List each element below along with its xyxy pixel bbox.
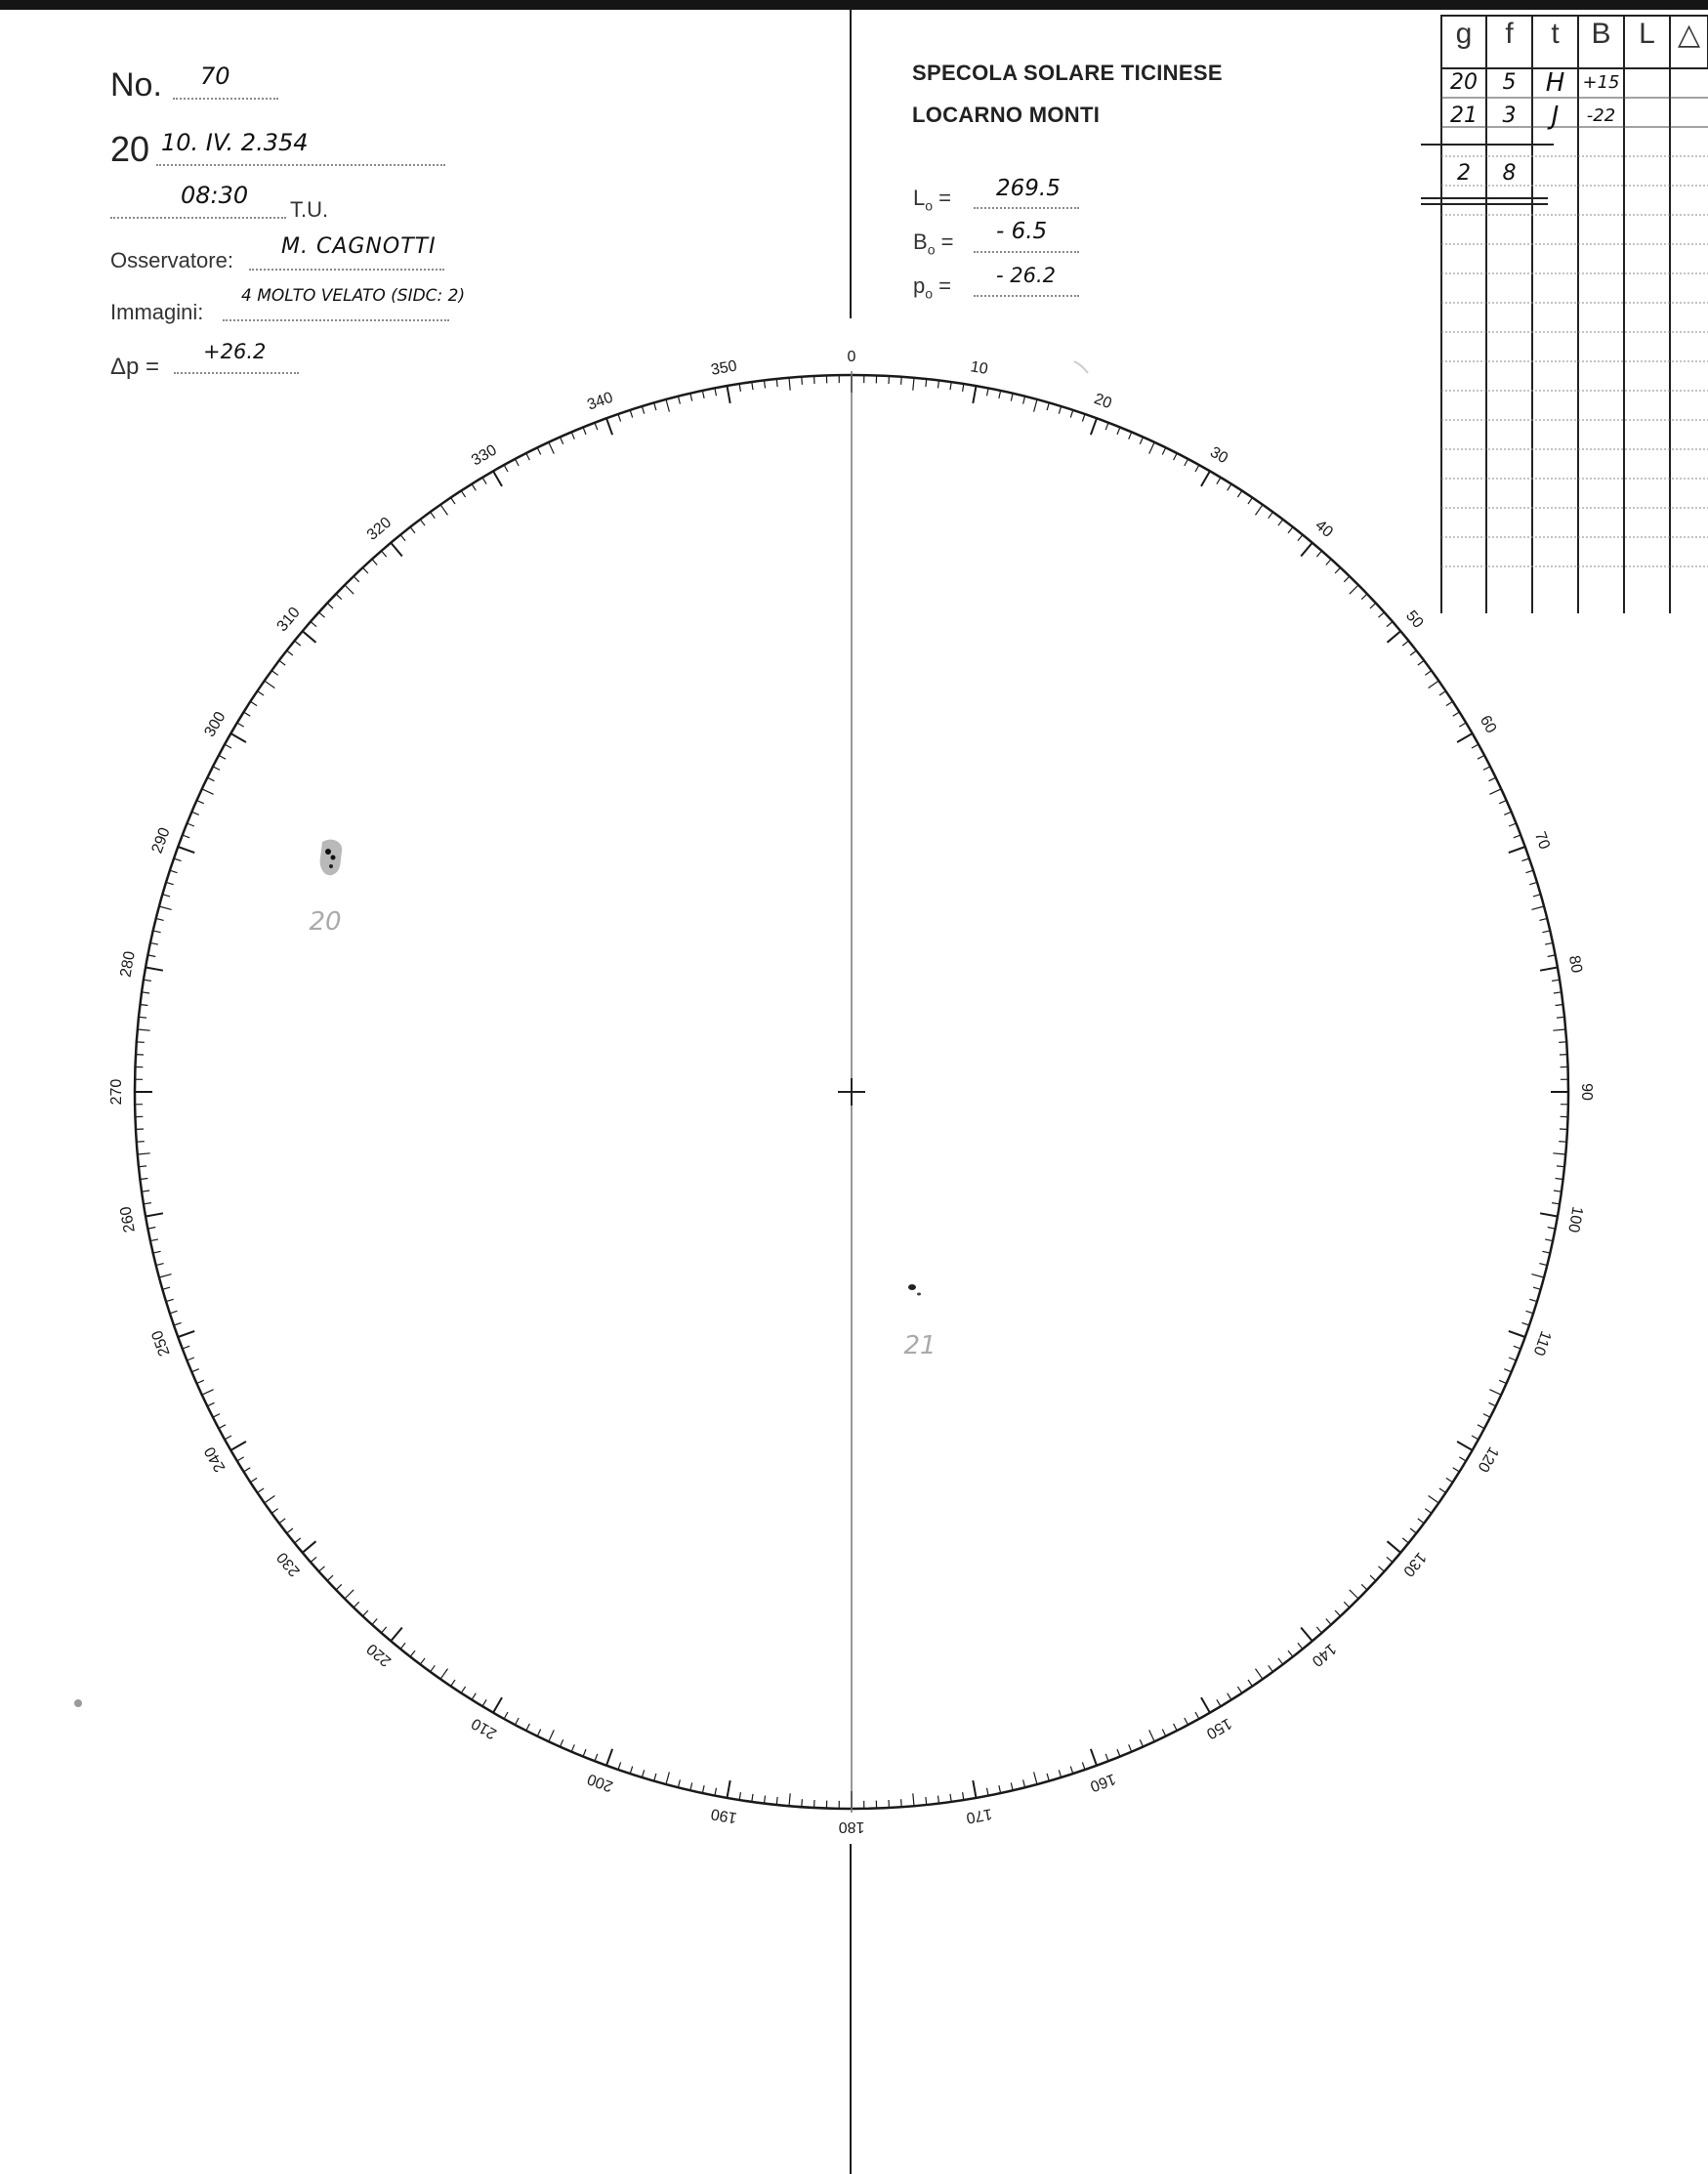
degree-tick [549,442,555,454]
observer-label: Osservatore: [110,248,233,272]
umbra-20-b [331,856,336,860]
degree-tick [391,1628,402,1642]
sunspot-group-20 [320,840,343,876]
degree-tick [1457,1442,1473,1450]
degree-tick [1301,1628,1312,1642]
degree-tick [1457,733,1473,742]
degree-tick [138,1153,150,1154]
degree-tick [973,1780,976,1798]
degree-label-350: 350 [709,357,738,379]
degree-tick [440,1669,448,1680]
delta-p-label: Δp = [110,354,160,380]
degree-tick [493,471,502,486]
degree-label-230: 230 [273,1548,304,1580]
l0-value: 269.5 [996,176,1061,201]
degree-tick [1034,1772,1037,1784]
degree-tick [146,968,163,971]
degree-tick [303,631,316,643]
degree-tick [1256,1669,1264,1680]
degree-tick [1429,1496,1439,1504]
degree-label-190: 190 [709,1805,738,1826]
degree-label-20: 20 [1092,391,1114,413]
p0-subscript: o [925,285,934,302]
degree-tick [345,1590,354,1599]
degree-label-60: 60 [1476,712,1500,736]
observatory-name: SPECOLA SOLARE TICINESE [912,61,1223,85]
umbra-21-b [917,1293,921,1296]
degree-tick [178,847,194,853]
b0-letter: B [913,230,928,254]
table-row-2-t: J [1551,102,1560,131]
delta-p-value: +26.2 [203,340,267,363]
degree-label-140: 140 [1308,1640,1340,1670]
degree-tick [1091,418,1097,435]
degree-tick [230,733,246,742]
degree-label-200: 200 [585,1770,616,1795]
degree-tick [1201,471,1210,486]
degree-tick [138,1029,150,1030]
b0-equals: = [940,230,954,254]
degree-tick [391,543,402,557]
degree-tick [303,1541,316,1553]
degree-tick [1489,1390,1501,1396]
degree-tick [728,1780,730,1798]
degree-tick [561,1739,563,1746]
table-row-1-b: +15 [1582,72,1620,93]
observer-value: M. CAGNOTTI [281,234,437,259]
degree-label-220: 220 [363,1640,396,1670]
degree-tick [345,585,354,594]
l0-letter: L [913,186,926,210]
table-row-2-b: -22 [1586,105,1616,126]
degree-tick [913,1793,914,1806]
b0-value: - 6.5 [996,219,1048,244]
b0-subscript: o [927,241,936,258]
degree-label-240: 240 [201,1443,229,1475]
table-row-1-f: 5 [1502,70,1517,95]
degree-tick [789,378,790,391]
degree-label-130: 130 [1399,1548,1430,1580]
umbra-21-a [908,1284,916,1290]
degree-tick [1140,1739,1143,1746]
degree-tick [1553,1029,1565,1030]
degree-tick [1350,1590,1358,1599]
degree-tick [728,386,730,403]
degree-tick [1034,399,1037,412]
degree-tick [1201,1697,1210,1713]
p0-letter: p [913,273,926,298]
degree-tick [1149,442,1155,454]
images-value: 4 MOLTO VELATO (SIDC: 2) [241,286,466,306]
degree-tick [561,438,563,444]
degree-tick [197,801,204,804]
degree-label-320: 320 [363,514,396,544]
degree-label-330: 330 [469,441,500,470]
paper-smudge [74,1699,82,1707]
degree-tick [202,1390,214,1396]
degree-tick [1509,1331,1525,1337]
degree-tick [202,789,214,795]
degree-tick [1553,1153,1565,1154]
degree-tick [666,1772,669,1784]
degree-tick [1429,681,1439,689]
degree-tick [265,1496,275,1504]
degree-label-160: 160 [1087,1770,1118,1795]
degree-label-300: 300 [201,709,229,740]
degree-label-180: 180 [838,1818,865,1835]
degree-label-260: 260 [117,1205,139,1234]
table-header-l: L [1639,18,1655,50]
number-label: No. [110,66,162,104]
group-label-20: 20 [309,907,342,937]
degree-label-170: 170 [965,1805,994,1826]
degree-tick [1388,1541,1401,1553]
degree-label-270: 270 [108,1078,126,1106]
degree-label-10: 10 [969,358,989,379]
degree-label-50: 50 [1402,607,1427,632]
umbra-20-a [325,849,331,855]
degree-label-280: 280 [117,949,139,979]
degree-label-150: 150 [1203,1714,1234,1742]
degree-tick [1499,801,1506,804]
degree-label-100: 100 [1564,1205,1586,1234]
degree-label-90: 90 [1577,1083,1595,1101]
degree-tick [265,681,275,689]
degree-label-290: 290 [148,825,174,857]
date-value: 10. IV. 2.354 [161,129,309,156]
degree-tick [493,1697,502,1713]
group-label-21: 21 [903,1331,937,1360]
degree-tick [146,1213,163,1216]
time-unit: T.U. [290,197,329,222]
table-header-delta: △ [1677,19,1701,51]
degree-tick [1256,505,1264,516]
degree-tick [549,1730,555,1741]
degree-tick [1140,438,1143,444]
table-header-g: g [1455,18,1473,50]
degree-label-70: 70 [1530,829,1553,852]
degree-label-30: 30 [1207,443,1231,468]
degree-label-0: 0 [847,349,856,366]
degree-tick [973,386,976,403]
degree-tick [1509,847,1525,853]
degree-tick [1540,968,1558,971]
degree-label-80: 80 [1564,954,1585,975]
degree-tick [789,1793,790,1806]
observatory-location: LOCARNO MONTI [912,103,1101,127]
table-header-f: f [1505,18,1514,50]
degree-tick [197,1380,204,1383]
date-prefix: 20 [110,129,150,169]
p0-value: - 26.2 [996,264,1057,287]
degree-tick [1301,543,1312,557]
degree-tick [1531,1275,1544,1277]
degree-label-340: 340 [585,389,616,414]
degree-tick [230,1442,246,1450]
degree-tick [440,505,448,516]
umbra-20-c [329,864,333,868]
l0-equals: = [938,186,952,210]
paper-mark [1074,361,1088,373]
degree-tick [1149,1730,1155,1741]
degree-tick [1489,789,1501,795]
table-total-spots: 8 [1502,161,1517,186]
table-row-1-g: 20 [1450,70,1478,95]
degree-tick [1540,1213,1558,1216]
degree-label-310: 310 [273,604,304,636]
time-value: 08:30 [181,182,249,209]
degree-label-250: 250 [148,1327,174,1359]
number-value: 70 [200,63,230,90]
degree-label-210: 210 [469,1714,500,1742]
p0-equals: = [938,273,952,298]
table-header-t: t [1551,18,1560,50]
degree-label-110: 110 [1529,1328,1555,1359]
l0-subscript: o [925,197,934,214]
table-row-2-g: 21 [1450,104,1478,128]
table-row-1-t: H [1545,68,1565,98]
degree-tick [666,399,669,412]
degree-tick [1531,906,1544,909]
degree-tick [159,1275,172,1277]
degree-tick [1388,631,1401,643]
degree-tick [159,906,172,909]
table-row-2-f: 3 [1502,104,1517,128]
degree-tick [178,1331,194,1337]
degree-tick [606,418,612,435]
sunspot-group-21 [908,1284,921,1296]
table-header-b: B [1591,18,1611,50]
degree-label-40: 40 [1312,517,1336,541]
degree-tick [1091,1749,1097,1766]
table-total-groups: 2 [1457,161,1471,186]
degree-tick [606,1749,612,1766]
degree-tick [1350,585,1358,594]
degree-tick [913,378,914,391]
images-label: Immagini: [110,300,204,324]
degree-label-120: 120 [1474,1443,1502,1475]
degree-tick [1499,1380,1506,1383]
